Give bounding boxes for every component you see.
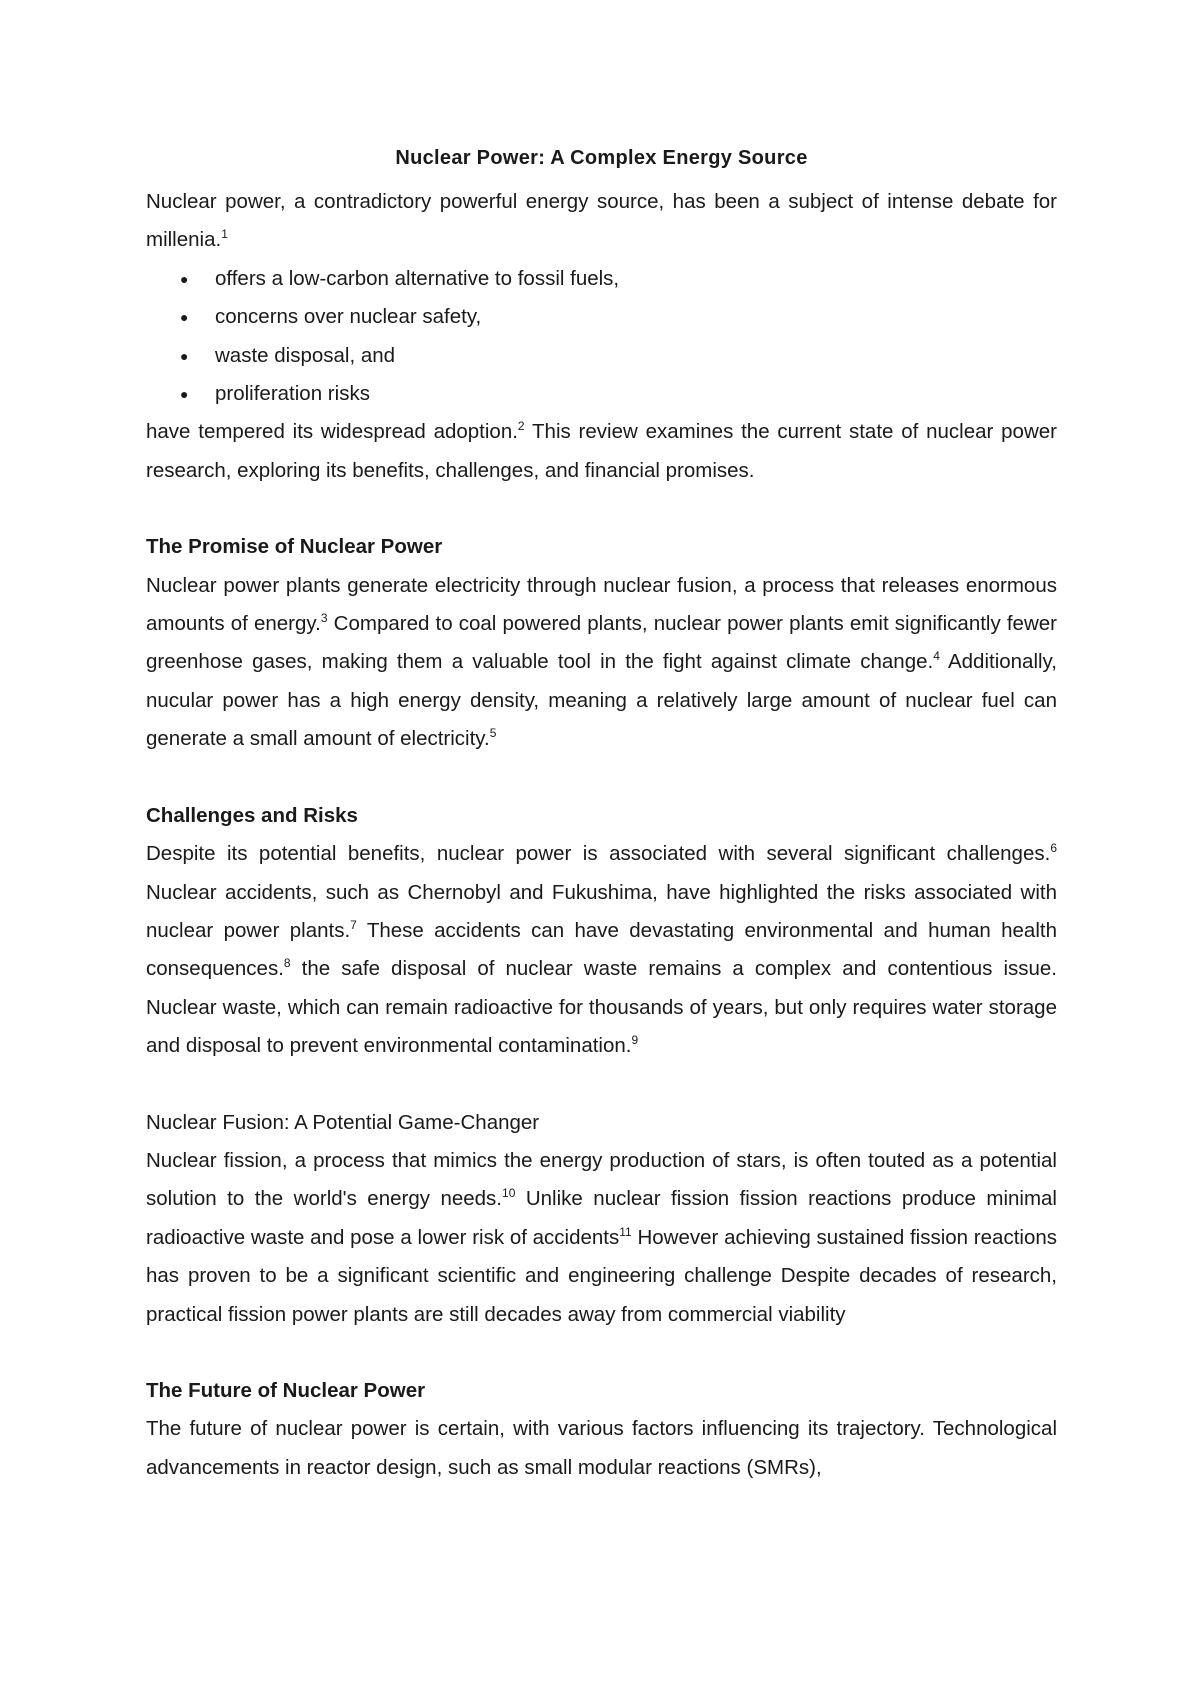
intro-text: Nuclear power, a contradictory powerful energy source, has been a subject of intense debate for millenia. xyxy=(146,190,1057,252)
paragraph-text: This review examines the current state of nuclear power research, exploring its benefits, challenges, and financial promises. xyxy=(146,420,1057,482)
paragraph-text: Nuclear fission, a process that mimics the energy production of stars, is often touted as a potential solution to the world's energy needs. xyxy=(146,1148,1057,1211)
footnote-ref: 7 xyxy=(350,917,357,932)
bullet-list xyxy=(146,260,1057,414)
bullet-icon: ● xyxy=(180,347,189,364)
section-heading-promise: The Promise of Nuclear Power xyxy=(146,535,443,559)
footnote-ref: 6 xyxy=(1050,841,1057,856)
paragraph-text: the safe disposal of nuclear waste remains a complex and contentious issue. Nuclear waste, which can remain radioactive for thousands of years, but only requires water storage and disposal to prevent environmental contamination. xyxy=(146,957,1057,1058)
paragraph-text: Compared to coal powered plants, nuclear power plants emit significantly fewer greenhose gases, making them a valuable tool in the fight against climate change. xyxy=(146,612,1057,674)
footnote-ref: 3 xyxy=(320,611,328,626)
list-item-text: concerns over nuclear safety, xyxy=(215,305,482,329)
section-heading-challenges: Challenges and Risks xyxy=(146,803,358,827)
intro-paragraph xyxy=(146,183,1057,260)
list-item-text: waste disposal, and xyxy=(215,343,396,367)
section-heading-fusion: Nuclear Fusion: A Potential Game-Changer xyxy=(146,1110,540,1134)
footnote-ref: 2 xyxy=(517,419,525,434)
paragraph-text: Despite its potential benefits, nuclear power is associated with several significant challenges. xyxy=(146,842,1051,866)
paragraph-text: Nuclear accidents, such as Chernobyl and Fukushima, have highlighted the risks associated with nuclear power plants. xyxy=(146,880,1057,942)
footnote-ref: 4 xyxy=(933,649,940,664)
bullet-icon: ● xyxy=(180,386,189,403)
section-heading-future: The Future of Nuclear Power xyxy=(146,1378,426,1402)
paragraph-text: However achieving sustained fission reactions has proven to be a significant scientific and engineering challenge Despite decades of research, practical fission power plants are still decades away from commercial viability xyxy=(146,1225,1057,1326)
footnote-ref: 10 xyxy=(502,1186,516,1201)
bullet-icon: ● xyxy=(180,270,189,287)
footnote-ref: 5 xyxy=(489,726,497,741)
list-item xyxy=(180,337,1057,375)
paragraph-text: Nuclear power plants generate electricity through nuclear fusion, a process that releases enormous amounts of energy. xyxy=(146,573,1057,636)
challenges-paragraph xyxy=(146,835,1057,1065)
future-paragraph xyxy=(146,1410,1057,1487)
paragraph-text: have tempered its widespread adoption. xyxy=(146,420,518,444)
list-item xyxy=(180,375,1057,413)
paragraph-text: Additionally, nucular power has a high energy density, meaning a relatively large amount of nuclear fuel can generate a small amount of electricity. xyxy=(146,650,1057,751)
paragraph-text: These accidents can have devastating environmental and human health consequences. xyxy=(146,918,1057,981)
promise-paragraph xyxy=(146,567,1057,759)
after-bullets-paragraph xyxy=(146,413,1057,490)
list-item-text: offers a low-carbon alternative to fossil fuels, xyxy=(215,266,620,290)
fusion-paragraph xyxy=(146,1142,1057,1334)
footnote-ref: 1 xyxy=(221,227,228,242)
footnote-ref: 8 xyxy=(283,956,291,971)
paragraph-text: Unlike nuclear fission fission reactions produce minimal radioactive waste and pose a lower risk of accidents xyxy=(146,1187,1057,1249)
list-item xyxy=(180,298,1057,336)
footnote-ref: 9 xyxy=(631,1033,639,1048)
bullet-icon: ● xyxy=(180,309,189,326)
footnote-ref: 11 xyxy=(619,1224,632,1239)
document-title: Nuclear Power: A Complex Energy Source xyxy=(395,147,808,169)
paragraph-text: The future of nuclear power is certain, with various factors influencing its trajectory. Technological advancements in reactor design, such as small modular reactions (SMRs), xyxy=(146,1417,1057,1479)
list-item-text: proliferation risks xyxy=(215,382,370,406)
list-item xyxy=(180,260,1057,298)
